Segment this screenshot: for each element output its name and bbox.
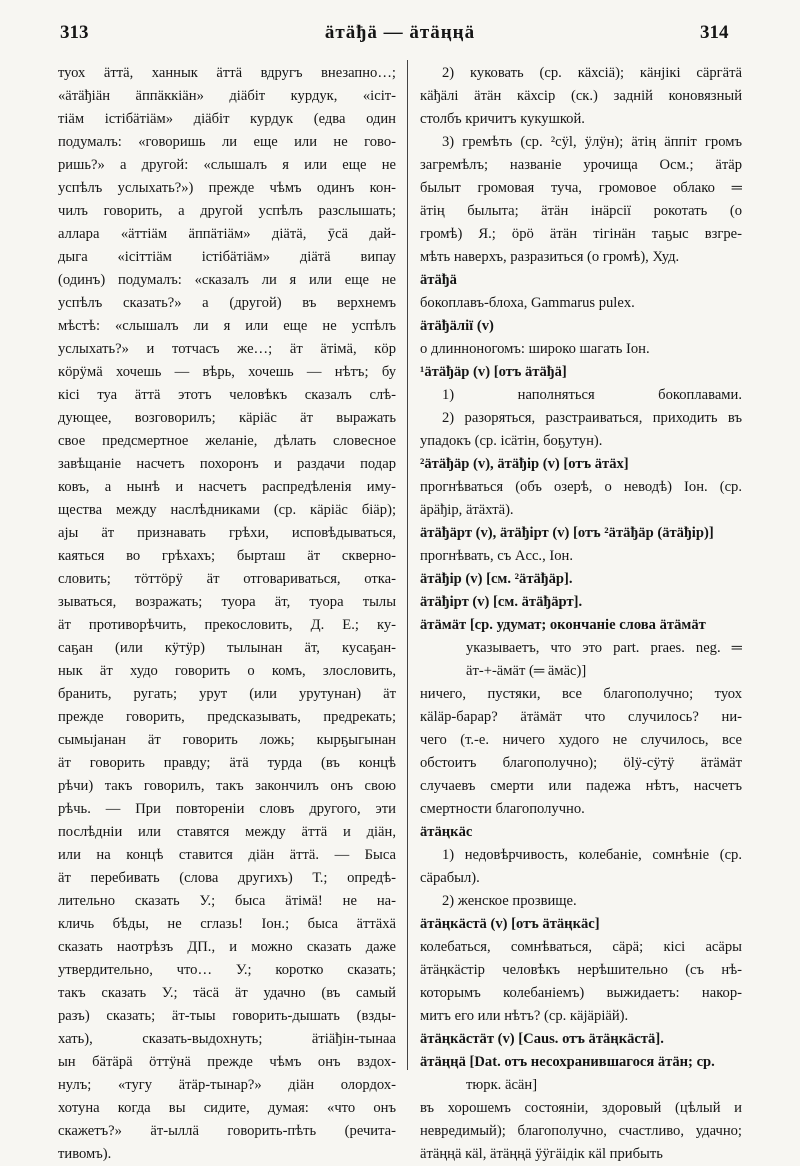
running-title: äтäђä — äтäңңä: [324, 22, 476, 43]
text-line: въ хорошемъ состояніи, здоровый (цѣлый и: [420, 1100, 742, 1116]
text-line: лительно сказать У.; быса äтiмä! не на-: [58, 893, 396, 909]
text-line: загремѣлъ; названіе урочища Осм.; äтäр: [420, 157, 742, 173]
column-divider: [407, 60, 408, 1070]
text-line: мѣть наверхъ, разразиться (о громѣ), Худ.: [420, 249, 680, 265]
text-line: прогнѣвать, съ Acc., Іон.: [420, 548, 573, 564]
entry-headword: äтäңкäстä (v) [отъ äтäңкäс]: [420, 916, 600, 932]
text-line: хать), сказать-выдохнуть; äтiäђiн-тынаа: [58, 1031, 396, 1047]
page-header: [0, 22, 800, 52]
text-line: ын бäтäрä ӧттӱнä прежде чѣмъ онъ вздох-: [58, 1054, 396, 1070]
text-line: 2) разоряться, разстраиваться, приходить въ: [442, 410, 742, 426]
entry-headword: äтäңңä [Dat. отъ несохранившагося äтäн; ср.: [420, 1054, 715, 1070]
text-line: бокоплавъ-блоха, Gammarus pulex.: [420, 295, 635, 311]
text-line: тивомъ).: [58, 1146, 112, 1162]
text-line: кличь бѣды, не сглазь! Іон.; быса äттäхä: [58, 916, 396, 932]
text-line: äт говорить правду; äтä турда (въ концѣ: [58, 755, 396, 771]
page-number-right: 314: [700, 22, 729, 43]
entry-headword: äтäђiр (v) [см. ²äтäђäр].: [420, 571, 573, 587]
text-line: äтäңкäстiр человѣкъ нерѣшительно (съ нѣ-: [420, 962, 742, 978]
text-line: рѣчь. — При повтореніи словъ другого, эти: [58, 801, 396, 817]
text-line: смертности благополучно.: [420, 801, 585, 817]
entry-headword: äтäмäт [ср. удумат; окончаніе слова äтäмäт: [420, 617, 706, 633]
entry-headword: äтäңкäс: [420, 824, 473, 840]
text-line: успѣлъ сказать?» а (другой) въ верхнемъ: [58, 295, 396, 311]
text-line: äт-+-äмäт (═ äмäс)]: [466, 663, 587, 679]
text-line: подумалъ: «говоришь ли еще или не гово-: [58, 134, 396, 150]
text-line: успѣлъ услыхать?») прежде чѣмъ одинъ кон-: [58, 180, 396, 196]
text-line: указываетъ, что это part. praes. neg. ═: [466, 640, 742, 656]
text-line: сäрабыл).: [420, 870, 480, 886]
text-line: зываться, возражать; туора äт, туора тылы: [58, 594, 396, 610]
text-line: словить; тӧттӧрӱ äт отговариваться, отка-: [58, 571, 396, 587]
text-line: 1) наполняться бокоплавами.: [442, 387, 742, 403]
text-line: тюрк. äсäн]: [466, 1077, 538, 1093]
text-line: «äтäђiäн äппäккiäн» дiäбiт курдук, «iсiт-: [58, 88, 396, 104]
text-line: рѣчи) такъ говорилъ, такъ закончилъ онъ свою: [58, 778, 396, 794]
text-line: услыхать?» и тотчасъ же…; äт äтiмä, кӧр: [58, 341, 396, 357]
text-line: чилъ говорить, а другой успѣлъ разслышать;: [58, 203, 396, 219]
text-line: 3) гремѣть (ср. ²сӱl, ӱлӱн); äтiң äппiт громъ: [442, 134, 742, 150]
text-line: аллара «äттiäм äппäтiäм» дiäтä, ӯсä дай-: [58, 226, 396, 242]
text-line: кäläр-барар? äтäмäт что случилось? ни-: [420, 709, 742, 725]
text-line: 2) женское прозвище.: [442, 893, 577, 909]
text-line: тiäм iстiбäтiäм» дiäбiт курдук (едва один: [58, 111, 396, 127]
text-line: 2) куковать (ср. кäхсiä); кäнjiкi сäргäтä: [442, 65, 742, 81]
text-line: послѣдніи или ставятся между äттä и дiäн,: [58, 824, 396, 840]
text-line: которымъ колебаніемъ) выжидаетъ: накор-: [420, 985, 742, 1001]
entry-headword: äтäђäлiï (v): [420, 318, 494, 334]
entry-headword: äтäђä: [420, 272, 457, 288]
text-line: столбъ кричитъ кукушкой.: [420, 111, 585, 127]
text-line: сказать наотрѣзъ ДП., и можно сказать даже: [58, 939, 396, 955]
text-line: äт перебивать (слова другихъ) Т.; опредѣ-: [58, 870, 396, 886]
text-line: прежде говорить, предсказывать, предрекать;: [58, 709, 396, 725]
text-line: äрäђiр, äтäхтä).: [420, 502, 514, 518]
text-line: äтäңңä кäl, äтäңңä ӱӱгäiдiк кäl прибыть: [420, 1146, 663, 1162]
text-line: громѣ) Я.; ӧрӧ äтäн тiгiнäн таҕыс взгре-: [420, 226, 742, 242]
left-column: [58, 62, 396, 1166]
text-line: бранить, ругать; урут (или урутунан) äт: [58, 686, 396, 702]
text-line: скажетъ?» äт-ыллä говорить-пѣть (речита-: [58, 1123, 396, 1139]
text-line: аjы äт признавать грѣхи, исповѣдываться,: [58, 525, 396, 541]
text-line: мѣстѣ: «слышалъ ли я или еще не успѣлъ: [58, 318, 396, 334]
text-line: былыт громовая туча, громовое облако ═: [420, 180, 742, 196]
text-line: туох äттä, ханнык äттä вдругъ внезапно…;: [58, 65, 396, 81]
text-line: невредимый); благополучно, счастливо, удачно;: [420, 1123, 742, 1139]
text-line: ковъ, а нынѣ и насчетъ распредѣленія иму-: [58, 479, 396, 495]
entry-headword: ²äтäђäр (v), äтäђiр (v) [отъ äтäх]: [420, 456, 629, 472]
text-line: äт противорѣчить, прекословить, Д. Е.; ку-: [58, 617, 396, 633]
text-line: кäђäлi äтäн кäхсiр (ск.) задній коновязный: [420, 88, 742, 104]
text-line: кiсi туа äттä этотъ человѣкъ сказалъ слѣ-: [58, 387, 396, 403]
text-line: случаевъ смерти или падежа нѣтъ, насчетъ: [420, 778, 742, 794]
text-line: (одинъ) подумалъ: «сказалъ ли я или еще не: [58, 272, 396, 288]
text-line: сымыjанан äт говорить ложь; кырҕыгынан: [58, 732, 396, 748]
text-line: завѣщаніе насчетъ похоронъ и раздачи подар: [58, 456, 396, 472]
text-line: или на концѣ ставится дiäн äттä. — Быса: [58, 847, 396, 863]
text-line: прогнѣваться (объ озерѣ, о неводѣ) Іон. (ср.: [420, 479, 742, 495]
text-line: щества между наслѣдниками (ср. кäрiäс бiäр);: [58, 502, 396, 518]
text-line: ничего, пустяки, все благополучно; туох: [420, 686, 742, 702]
entry-headword: äтäңкäстäт (v) [Caus. отъ äтäңкäстä].: [420, 1031, 664, 1047]
text-line: äтiң былыта; äтäн iнäрсiï рокотать (о: [420, 203, 742, 219]
text-line: саҕан (или кӱтӱр) тылынан äт, кусаҕан-: [58, 640, 396, 656]
right-column: [420, 62, 742, 1166]
text-line: хотуна когда вы сидите, думая: «что онъ: [58, 1100, 396, 1116]
entry-headword: äтäђiрт (v) [см. äтäђäрт].: [420, 594, 583, 610]
text-line: разъ) сказать; äт-тыы говорить-дышать (взды-: [58, 1008, 396, 1024]
text-line: митъ его или нѣтъ? (ср. кäjäрiäй).: [420, 1008, 629, 1024]
entry-headword: äтäђäрт (v), äтäђiрт (v) [отъ ²äтäђäр (äтäђiр)]: [420, 525, 714, 541]
entry-headword: ¹äтäђäр (v) [отъ äтäђä]: [420, 364, 567, 380]
text-line: свое предсмертное желаніе, дѣлать словесное: [58, 433, 396, 449]
text-line: нык äт худо говорить о комъ, злословить,: [58, 663, 396, 679]
text-line: 1) недовѣрчивость, колебаніе, сомнѣніе (ср.: [442, 847, 742, 863]
text-line: кӧрӱмä хочешь — вѣрь, хочешь — нѣтъ; бу: [58, 364, 396, 380]
text-line: утвердительно, что… У.; коротко сказать;: [58, 962, 396, 978]
text-line: обстоитъ благополучно); ӧlӱ-сӱтӱ äтäмäт: [420, 755, 742, 771]
text-line: колебаться, сомнѣваться, сäрä; кiсi асäры: [420, 939, 742, 955]
text-line: такъ сказать У.; тäсä äт удачно (въ самый: [58, 985, 396, 1001]
text-line: дыга «iсiттiäм iстiбäтiäм» дiäтä випау: [58, 249, 396, 265]
text-line: о длинноногомъ: широко шагать Іон.: [420, 341, 650, 357]
text-line: дующее, возговорилъ; кäрiäс äт выражать: [58, 410, 396, 426]
text-line: чего (т.-е. ничего худого не случилось, все: [420, 732, 742, 748]
text-line: упадокъ (ср. iсäтiн, боҕутун).: [420, 433, 603, 449]
text-line: нулъ; «тугу äтäр-тынар?» дiäн олордох-: [58, 1077, 396, 1093]
text-line: ришь?» а другой: «слышалъ я или еще не: [58, 157, 396, 173]
text-line: каяться во грѣхахъ; бырташ äт скверно-: [58, 548, 396, 564]
page-number-left: 313: [60, 22, 89, 43]
